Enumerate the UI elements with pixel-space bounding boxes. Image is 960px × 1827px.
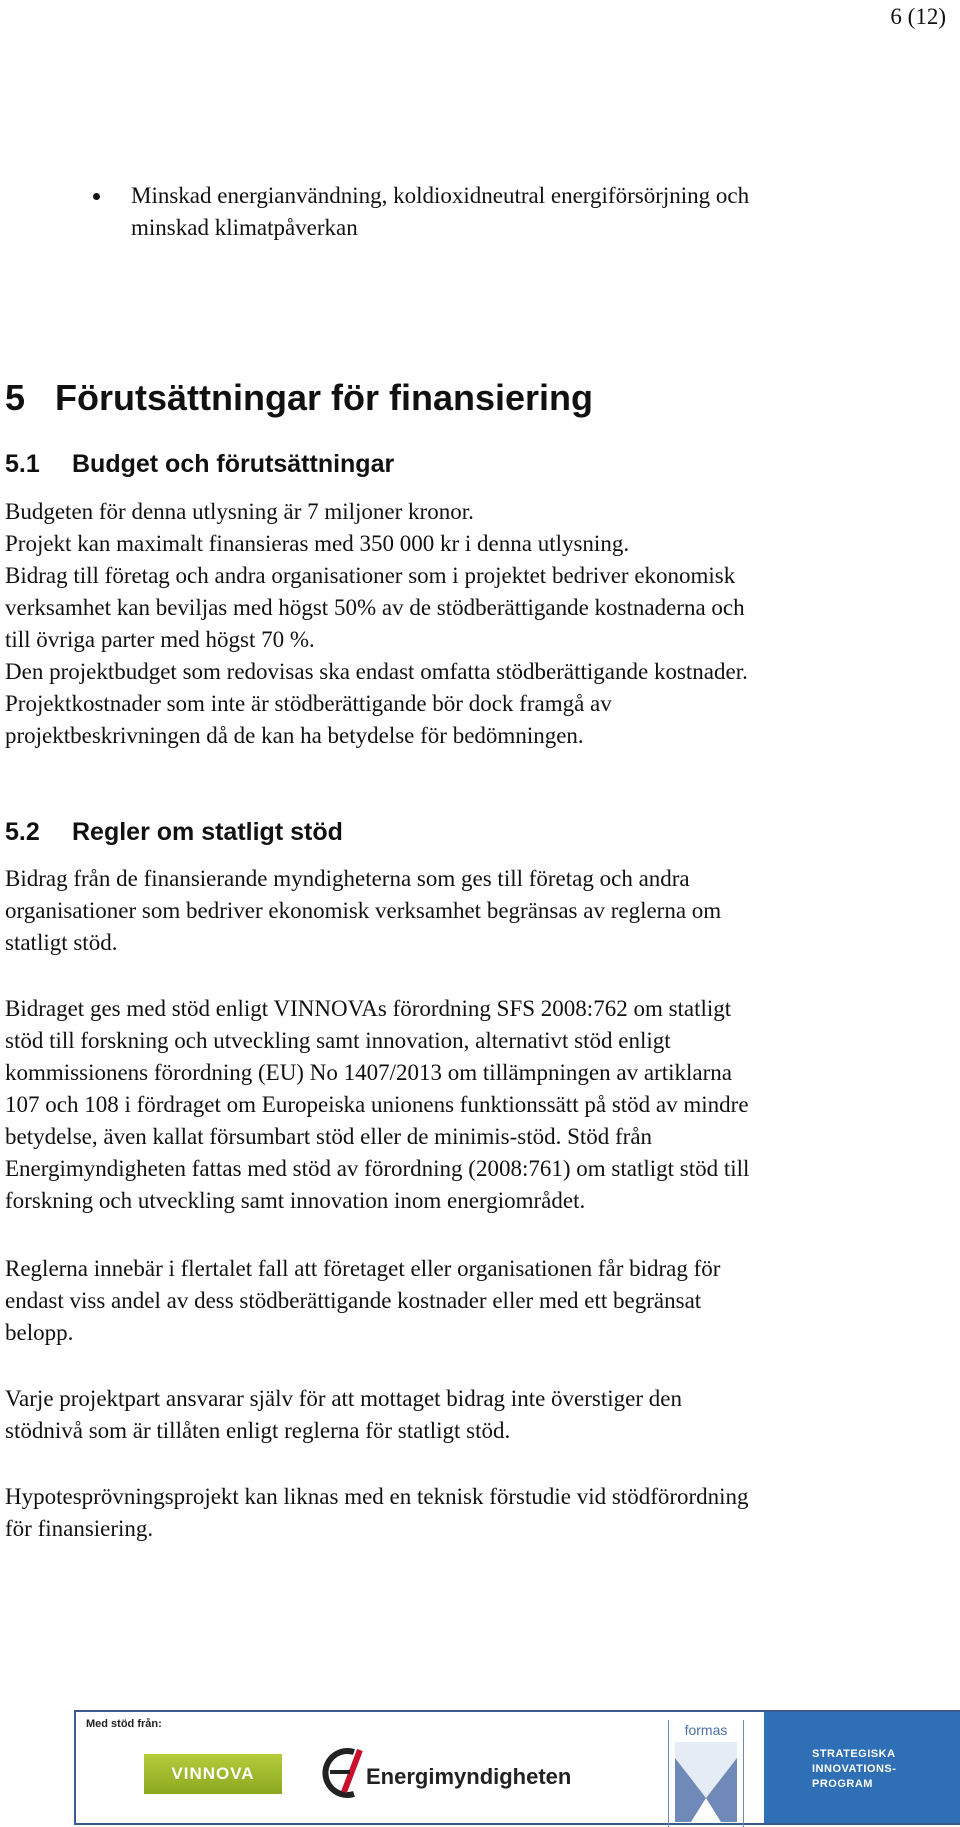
vinnova-logo: VINNOVA <box>144 1754 282 1794</box>
text-line: Hypotesprövningsprojekt kan liknas med en teknisk förstudie vid stödförordning <box>5 1484 749 1509</box>
subsection-heading-5-1 <box>5 448 394 480</box>
text-line: verksamhet kan beviljas med högst 50% av de stödberättigande kostnaderna och <box>5 595 745 620</box>
text-line: Budgeten för denna utlysning är 7 miljoner kronor. <box>5 499 474 524</box>
text-line: belopp. <box>5 1320 74 1345</box>
text-line: projektbeskrivningen då de kan ha betydelse för bedömningen. <box>5 723 584 748</box>
text-line: för finansiering. <box>5 1516 154 1541</box>
strategic-line: INNOVATIONS- <box>812 1763 897 1775</box>
paragraph <box>5 993 935 1217</box>
list-item <box>0 180 940 244</box>
subsection-title: Regler om statligt stöd <box>72 818 343 846</box>
strategic-line: STRATEGISKA <box>812 1748 896 1760</box>
paragraph <box>5 1481 935 1545</box>
page-number: 6 (12) <box>890 4 946 29</box>
bullet-icon <box>93 193 100 200</box>
support-label: Med stöd från: <box>86 1718 162 1730</box>
section-number: 5 <box>5 377 26 418</box>
sponsor-logo-banner <box>74 1710 960 1825</box>
text-line: 107 och 108 i fördraget om Europeiska unionens funktionssätt på stöd av mindre <box>5 1092 749 1117</box>
section-title: Förutsättningar för finansiering <box>55 377 594 418</box>
subsection-heading-5-2 <box>5 816 343 848</box>
bullet-line: minskad klimatpåverkan <box>131 215 358 240</box>
strategic-text <box>812 1747 896 1792</box>
formas-logo <box>668 1720 744 1827</box>
text-line: organisationer som bedriver ekonomisk verksamhet begränsas av reglerna om <box>5 898 722 923</box>
budget-paragraph <box>5 496 935 752</box>
strategic-innovation-program-logo <box>764 1712 960 1823</box>
text-line: Bidraget ges med stöd enligt VINNOVAs förordning SFS 2008:762 om statligt <box>5 996 732 1021</box>
text-line: stödnivå som är tillåten enligt reglerna för statligt stöd. <box>5 1418 511 1443</box>
paragraph <box>5 863 935 959</box>
paragraph <box>5 1253 935 1349</box>
text-line: Reglerna innebär i flertalet fall att företaget eller organisationen får bidrag för <box>5 1256 721 1281</box>
bullet-line: Minskad energianvändning, koldioxidneutral energiförsörjning och <box>131 183 750 208</box>
energimyndigheten-name: Energimyndigheten <box>366 1764 572 1789</box>
subsection-number: 5.1 <box>5 450 40 478</box>
text-line: forskning och utveckling samt innovation inom energiområdet. <box>5 1188 586 1213</box>
subsection-title: Budget och förutsättningar <box>72 450 395 478</box>
formas-mark-icon <box>669 1738 743 1826</box>
strategic-line: PROGRAM <box>812 1778 873 1790</box>
bullet-list <box>0 180 940 244</box>
text-line: Den projektbudget som redovisas ska endast omfatta stödberättigande kostnader. <box>5 659 748 684</box>
text-line: betydelse, även kallat försumbart stöd eller de minimis-stöd. Stöd från <box>5 1124 653 1149</box>
text-line: Projektkostnader som inte är stödberättigande bör dock framgå av <box>5 691 612 716</box>
text-line: Bidrag till företag och andra organisationer som i projektet bedriver ekonomisk <box>5 563 736 588</box>
text-line: kommissionens förordning (EU) No 1407/2013 om tillämpningen av artiklarna <box>5 1060 732 1085</box>
section-heading <box>5 376 593 420</box>
text-line: statligt stöd. <box>5 930 118 955</box>
text-line: endast viss andel av dess stödberättigande kostnader eller med ett begränsat <box>5 1288 702 1313</box>
subsection-number: 5.2 <box>5 818 40 846</box>
text-line: Energimyndigheten fattas med stöd av förordning (2008:761) om statligt stöd till <box>5 1156 750 1181</box>
text-line: Projekt kan maximalt finansieras med 350 000 kr i denna utlysning. <box>5 531 630 556</box>
text-line: till övriga parter med högst 70 %. <box>5 627 315 652</box>
text-line: stöd till forskning och utveckling samt innovation, alternativt stöd enligt <box>5 1028 671 1053</box>
paragraph <box>5 1383 935 1447</box>
text-line: Varje projektpart ansvarar själv för att mottaget bidrag inte överstiger den <box>5 1386 682 1411</box>
text-line: Bidrag från de finansierande myndigheterna som ges till företag och andra <box>5 866 690 891</box>
formas-label: formas <box>684 1722 728 1738</box>
